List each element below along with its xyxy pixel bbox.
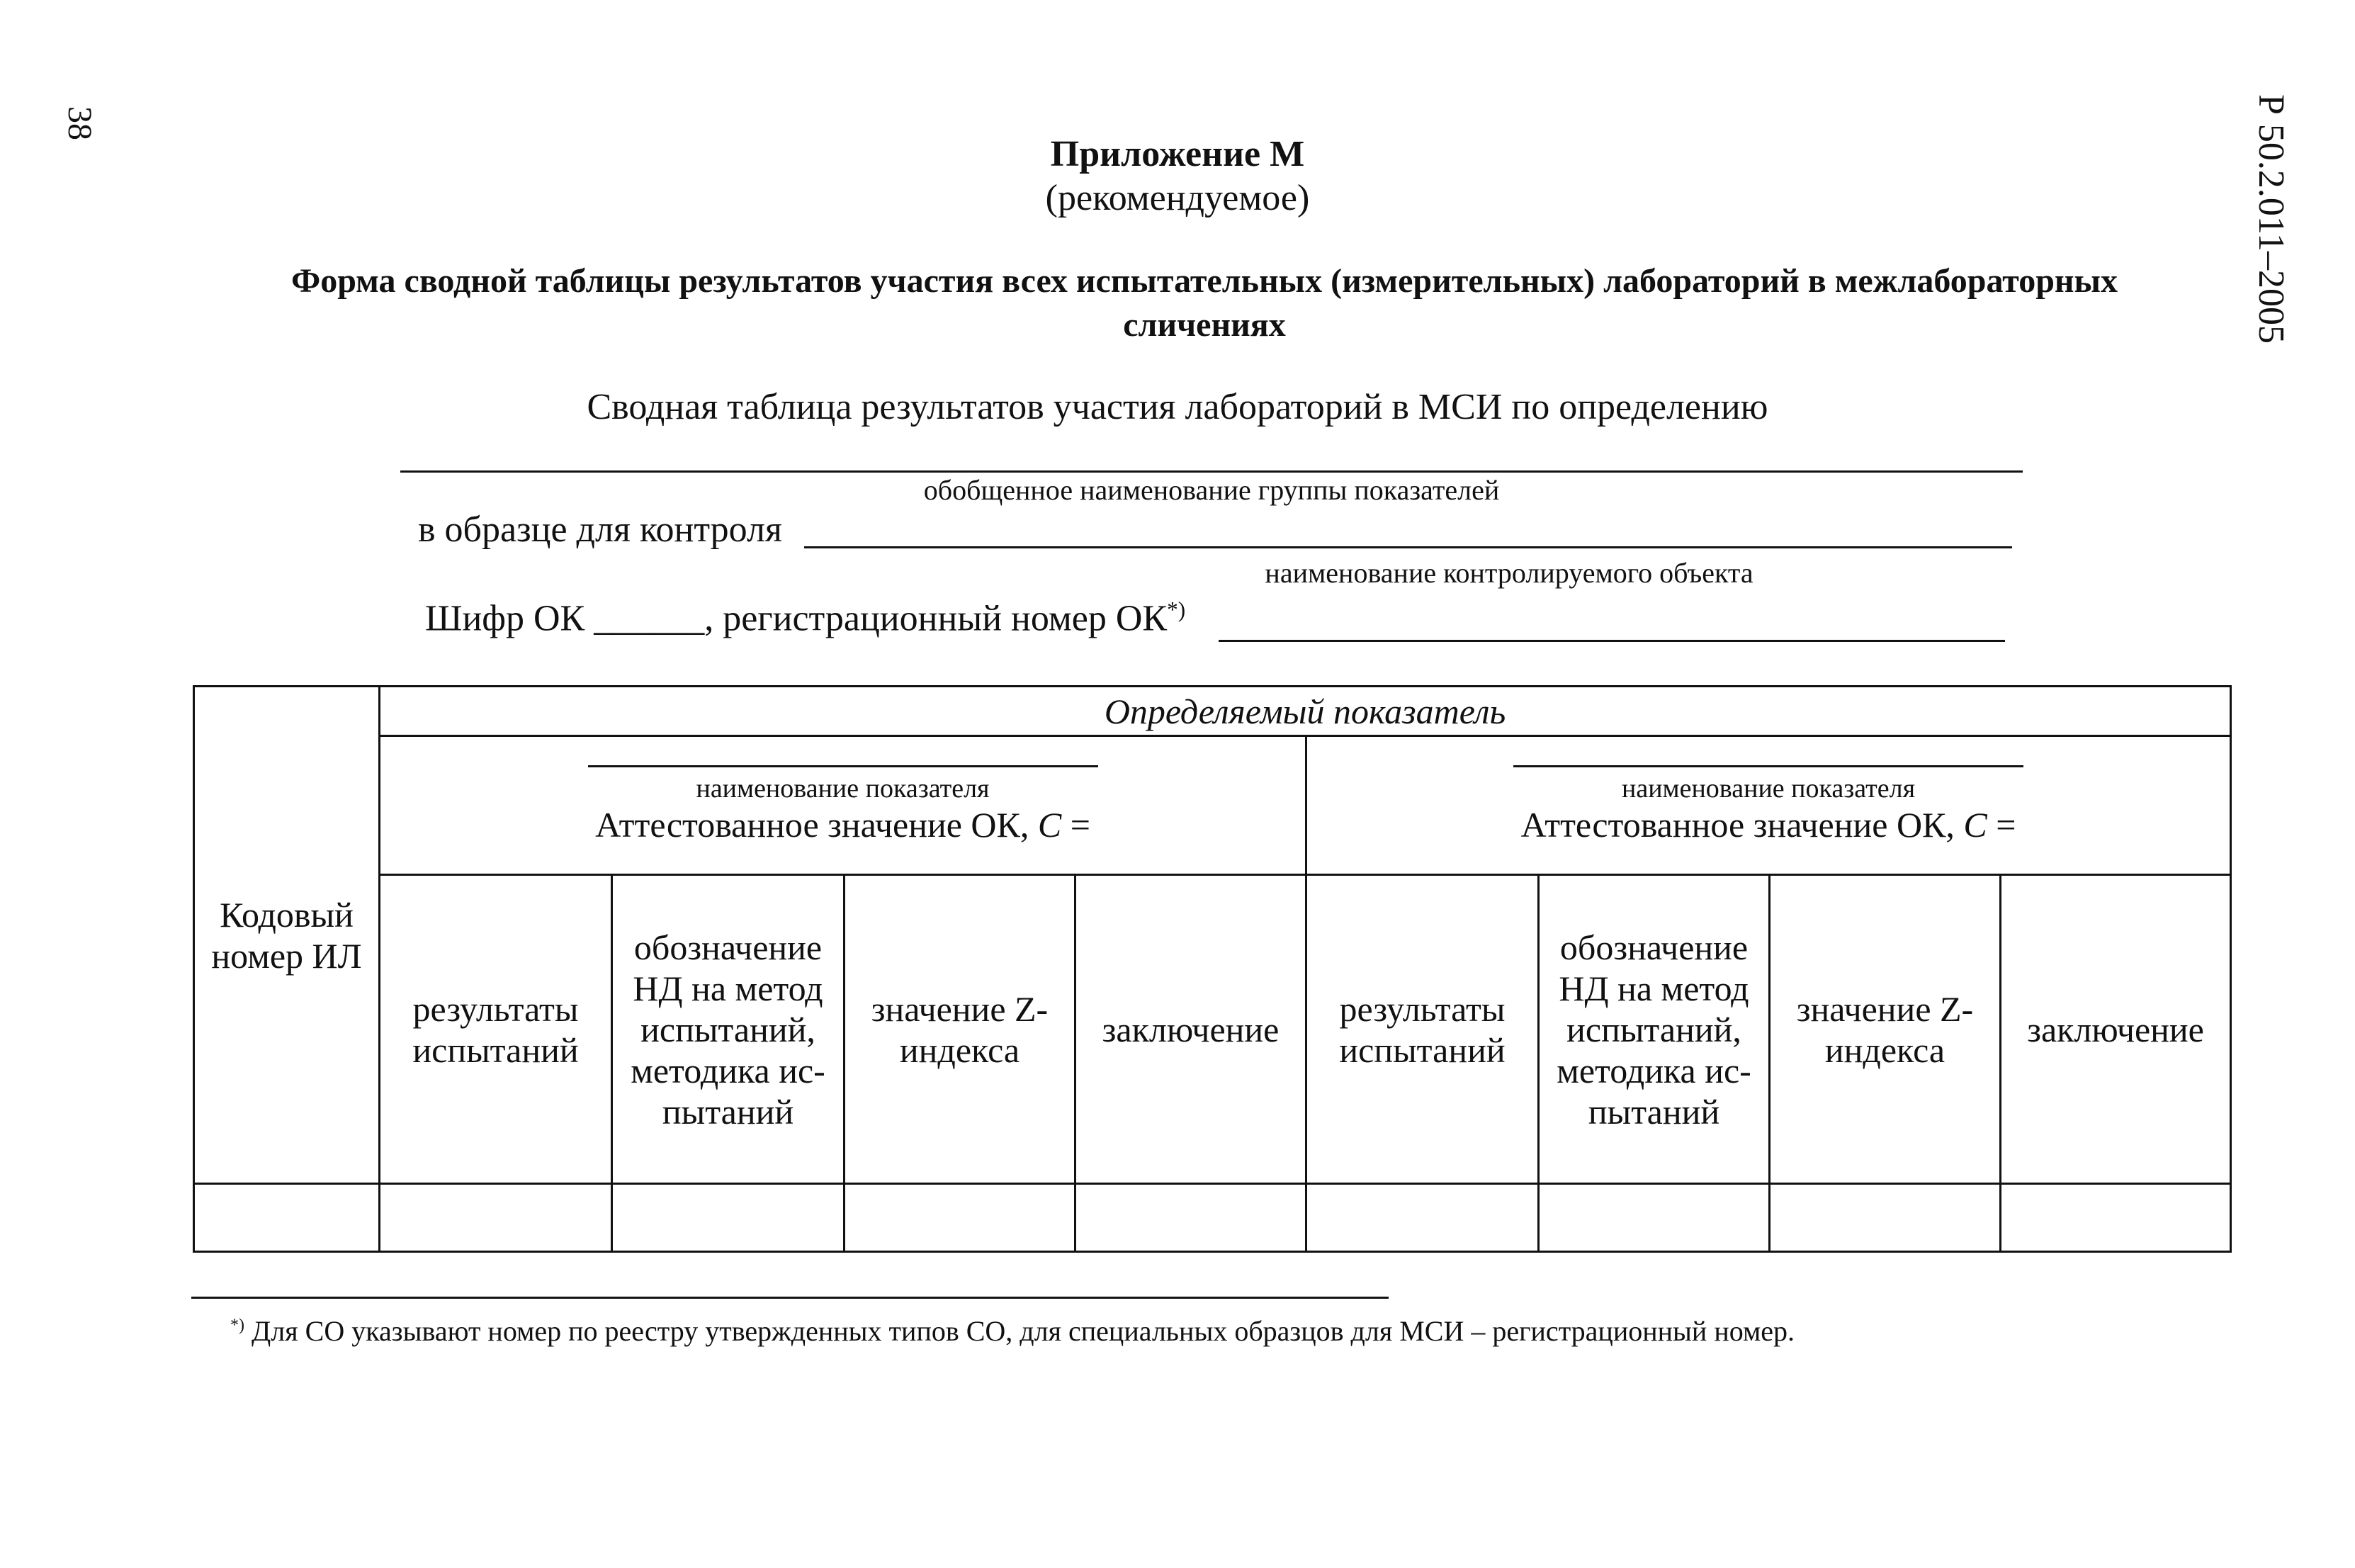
footnote-mark: *) bbox=[230, 1316, 244, 1335]
appendix-status: (рекомендуемое) bbox=[1045, 178, 1310, 218]
group-name-line bbox=[400, 470, 2023, 473]
empty-cell bbox=[2001, 1184, 2231, 1252]
page-number: 38 bbox=[61, 106, 98, 140]
indicator-2-cert-value bbox=[1311, 804, 2225, 845]
object-caption: наименование контролируемого объекта bbox=[1265, 557, 1753, 589]
results-table bbox=[193, 685, 2232, 1253]
appendix-title: Приложение М bbox=[1050, 134, 1305, 174]
indicator-2-caption: наименование показателя bbox=[1622, 774, 1916, 803]
group-name-caption: обобщенное наименование группы показателей bbox=[923, 474, 1500, 506]
cipher-line bbox=[425, 597, 1185, 639]
indicator-2-name-line bbox=[1513, 765, 2023, 767]
col-test-results-2: результаты испытаний bbox=[1306, 875, 1539, 1184]
table-row bbox=[194, 1184, 2231, 1252]
table-subtitle: Сводная таблица результатов участия лабораторий в МСИ по определению bbox=[587, 387, 1768, 427]
col-z-index-1: значение Z-индекса bbox=[845, 875, 1075, 1184]
col-conclusion-2: заключение bbox=[2001, 875, 2231, 1184]
empty-cell bbox=[1539, 1184, 1770, 1252]
cert-value-label: Аттестованное значение ОК, bbox=[1520, 805, 1964, 845]
cert-value-equals: = bbox=[1987, 805, 2016, 845]
form-title: Форма сводной таблицы результатов участия всех испытательных (измерительных) лабораторий в межлабораторных сличениях bbox=[290, 262, 2118, 344]
cipher-label: Шифр ОК ______, регистрационный номер ОК bbox=[425, 598, 1168, 639]
cipher-footnote-mark: *) bbox=[1167, 597, 1186, 622]
indicator-1-caption: наименование показателя bbox=[696, 774, 990, 803]
indicator-1-cert-value bbox=[385, 804, 1301, 845]
indicator-1-header bbox=[380, 736, 1306, 875]
cert-value-label: Аттестованное значение ОК, bbox=[595, 805, 1038, 845]
determined-indicator-header: Определяемый показатель bbox=[380, 687, 2231, 736]
footnote-divider bbox=[191, 1297, 1389, 1299]
empty-cell bbox=[612, 1184, 845, 1252]
empty-cell bbox=[1770, 1184, 2001, 1252]
col-z-index-2: значение Z-индекса bbox=[1770, 875, 2001, 1184]
code-number-header: Кодовый номер ИЛ bbox=[194, 687, 380, 1184]
registration-number-line bbox=[1219, 640, 2005, 642]
document-code: Р 50.2.011–2005 bbox=[2251, 94, 2291, 344]
col-test-results-1: результаты испытаний bbox=[380, 875, 612, 1184]
indicator-2-header bbox=[1306, 736, 2231, 875]
empty-cell bbox=[380, 1184, 612, 1252]
sample-label: в образце для контроля bbox=[418, 509, 782, 550]
col-method-doc-1: обозначение НД на метод испытаний, методика ис-пытаний bbox=[612, 875, 845, 1184]
sample-object-line bbox=[804, 546, 2012, 548]
cert-value-symbol: C bbox=[1037, 805, 1062, 845]
cert-value-symbol: C bbox=[1963, 805, 1987, 845]
col-method-doc-2: обозначение НД на метод испытаний, методика ис-пытаний bbox=[1539, 875, 1770, 1184]
cert-value-equals: = bbox=[1061, 805, 1090, 845]
col-conclusion-1: заключение bbox=[1075, 875, 1306, 1184]
empty-cell bbox=[1075, 1184, 1306, 1252]
indicator-1-name-line bbox=[588, 765, 1098, 767]
footnote bbox=[230, 1314, 1795, 1348]
empty-cell bbox=[1306, 1184, 1539, 1252]
empty-cell bbox=[845, 1184, 1075, 1252]
footnote-text: Для СО указывают номер по реестру утвержденных типов СО, для специальных образцов для МСИ – регистрационный номер. bbox=[244, 1315, 1795, 1347]
empty-cell bbox=[194, 1184, 380, 1252]
